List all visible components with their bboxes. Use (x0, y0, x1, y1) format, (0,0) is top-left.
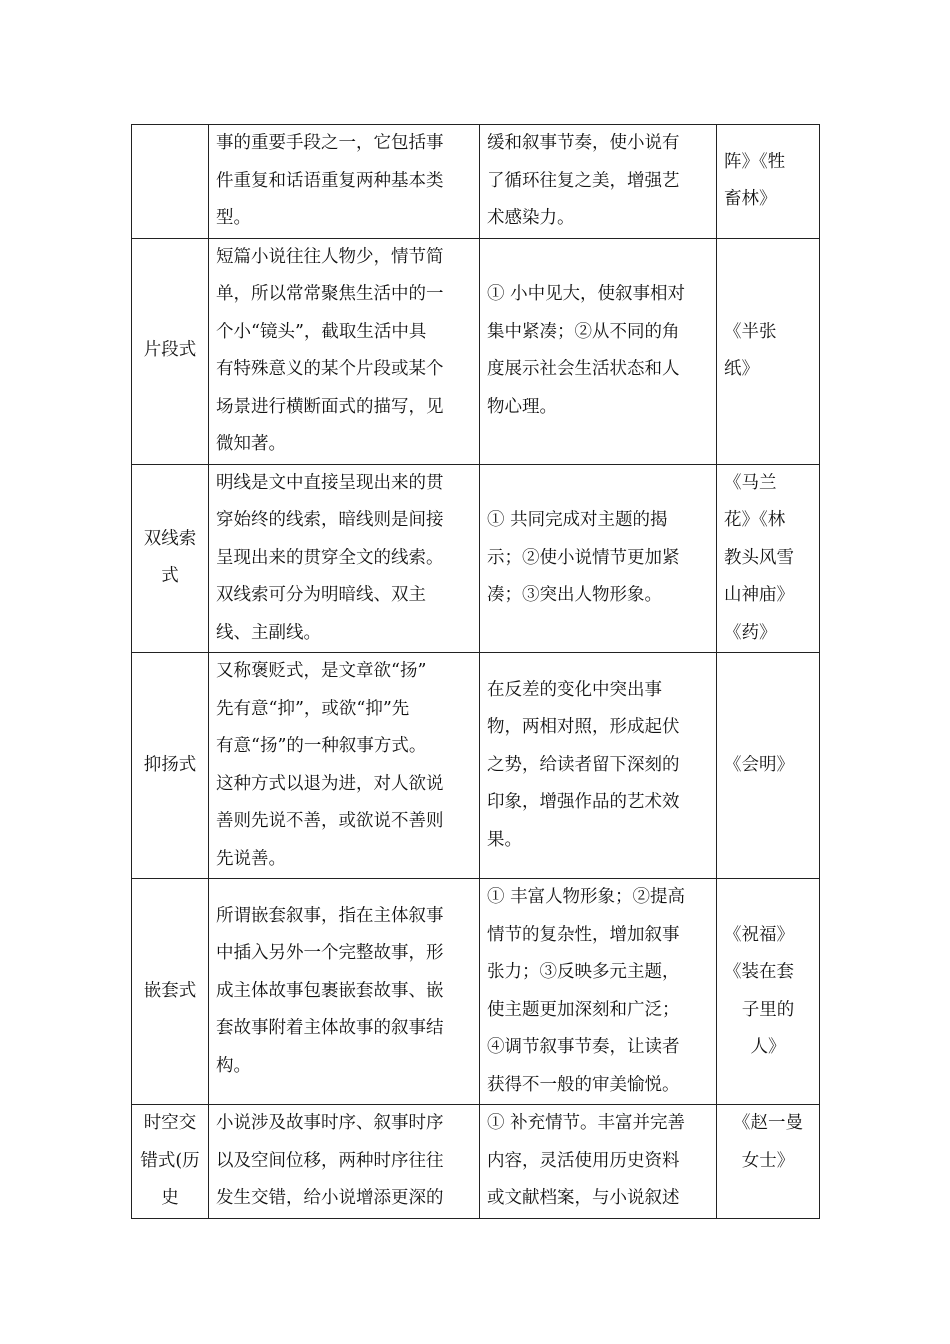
effect-line: 之势，给读者留下深刻的 (487, 754, 680, 775)
definition-line: 穿始终的线索，暗线则是间接 (216, 510, 444, 530)
effect-line: ① 共同完成对主题的揭 (487, 510, 668, 530)
table-row (132, 238, 820, 464)
effect-line: 情节的复杂性，增加叙事 (487, 924, 680, 945)
work-line: 《祝福》 (724, 924, 794, 945)
effect-line: ④调节叙事节奏，让读者 (487, 1037, 680, 1057)
work-line: 《半张 (724, 321, 777, 342)
definition-line: 先说善。 (216, 848, 286, 869)
works-cell (717, 125, 820, 239)
work-line: 山神庙》 (724, 585, 794, 605)
effect-line: 了循环往复之美，增强艺 (487, 170, 680, 191)
structure-name-cell (132, 238, 209, 464)
effect-line: ① 小中见大，使叙事相对 (487, 284, 686, 304)
effect-line: 凑；③突出人物形象。 (487, 585, 662, 605)
effect-cell (480, 125, 717, 239)
effect-line: 集中紧凑；②从不同的角 (487, 321, 680, 342)
effect-cell (480, 1105, 717, 1219)
table-row (132, 1105, 820, 1219)
effect-line: 缓和叙事节奏，使小说有 (487, 133, 680, 153)
effect-line: 获得不一般的审美愉悦。 (487, 1074, 680, 1095)
definition-line: 型。 (216, 208, 251, 228)
definition-line: 善则先说不善，或欲说不善则 (216, 811, 444, 831)
work-line: 子里的 (741, 999, 795, 1020)
definition-line: 以及空间位移，两种时序往往 (216, 1150, 444, 1171)
definition-line: 件重复和话语重复两种基本类 (216, 170, 444, 191)
work-line: 《药》 (724, 622, 777, 643)
definition-cell (209, 238, 480, 464)
definition-line: 有意“扬”的一种叙事方式。 (216, 736, 427, 756)
structure-name-cell (132, 125, 209, 239)
definition-cell (209, 879, 480, 1105)
definition-cell (209, 464, 480, 653)
definition-line: 发生交错，给小说增添更深的 (216, 1188, 444, 1208)
effect-line: 物，两相对照，形成起伏 (487, 717, 680, 738)
structure-name: 片段式 (143, 340, 197, 361)
work-line: 《装在套 (724, 962, 794, 982)
narrative-structure-table (131, 124, 820, 1219)
structure-name: 抑扬式 (143, 754, 197, 775)
structure-name: 双线索式 (143, 528, 197, 587)
structure-name-cell (132, 464, 209, 653)
work-line: 阵》《牲 (724, 151, 786, 172)
effect-cell (480, 238, 717, 464)
structure-name: 时空交错式(历史 (140, 1113, 200, 1208)
effect-line: 在反差的变化中突出事 (487, 679, 662, 700)
definition-line: 所谓嵌套叙事，指在主体叙事 (216, 905, 444, 926)
definition-line: 短篇小说往往人物少，情节简 (216, 246, 444, 267)
definition-line: 线、主副线。 (216, 622, 321, 643)
definition-line: 个小“镜头”，截取生活中具 (216, 321, 427, 342)
work-line: 花》《林 (724, 510, 786, 530)
work-line: 《会明》 (724, 754, 794, 775)
effect-cell (480, 464, 717, 653)
work-line: 教头风雪 (724, 547, 794, 568)
definition-line: 构。 (216, 1055, 251, 1076)
table-row (132, 653, 820, 879)
definition-line: 套故事附着主体故事的叙事结 (216, 1018, 444, 1039)
effect-cell (480, 879, 717, 1105)
definition-line: 又称褒贬式，是文章欲“扬” (216, 661, 427, 681)
effect-line: 度展示社会生活状态和人 (487, 359, 680, 379)
effect-line: 内容，灵活使用历史资料 (487, 1150, 680, 1171)
definition-line: 小说涉及故事时序、叙事时序 (216, 1113, 444, 1133)
definition-cell (209, 1105, 480, 1219)
works-cell (717, 653, 820, 879)
definition-line: 先有意“抑”，或欲“抑”先 (216, 698, 410, 719)
definition-line: 事的重要手段之一，它包括事 (216, 133, 444, 153)
works-cell (717, 1105, 820, 1219)
definition-line: 明线是文中直接呈现出来的贯 (216, 472, 444, 493)
effect-line: 术感染力。 (487, 208, 575, 228)
definition-line: 场景进行横断面式的描写，见 (216, 396, 444, 417)
effect-line: 或文献档案，与小说叙述 (487, 1188, 680, 1208)
work-line: 畜林》 (724, 189, 777, 210)
definition-line: 成主体故事包裹嵌套故事、嵌 (216, 980, 444, 1001)
definition-cell (209, 653, 480, 879)
structure-name-cell (132, 1105, 209, 1219)
table-row (132, 464, 820, 653)
structure-name-cell (132, 653, 209, 879)
works-cell (717, 879, 820, 1105)
table-row (132, 879, 820, 1105)
effect-line: ① 丰富人物形象；②提高 (487, 887, 686, 907)
definition-line: 中插入另外一个完整故事，形 (216, 943, 444, 964)
effect-line: ① 补充情节。丰富并完善 (487, 1113, 686, 1133)
effect-line: 物心理。 (487, 396, 557, 417)
work-line: 纸》 (724, 359, 759, 379)
definition-line: 这种方式以退为进，对人欲说 (216, 773, 444, 794)
definition-line: 单，所以常常聚焦生活中的一 (216, 284, 444, 304)
definition-line: 微知著。 (216, 434, 286, 454)
effect-line: 使主题更加深刻和广泛； (487, 999, 680, 1020)
work-line: 人》 (750, 1037, 786, 1057)
work-line: 《赵一曼 (733, 1113, 803, 1133)
structure-name: 嵌套式 (143, 980, 197, 1001)
definition-line: 双线索可分为明暗线、双主 (216, 585, 426, 605)
effect-line: 示；②使小说情节更加紧 (487, 547, 680, 568)
definition-cell (209, 125, 480, 239)
effect-line: 果。 (487, 829, 522, 850)
table-row (132, 125, 820, 239)
definition-line: 有特殊意义的某个片段或某个 (216, 359, 444, 379)
structure-name-cell (132, 879, 209, 1105)
effect-line: 张力；③反映多元主题， (487, 962, 680, 982)
effect-cell (480, 653, 717, 879)
definition-line: 呈现出来的贯穿全文的线索。 (216, 547, 444, 568)
effect-line: 印象，增强作品的艺术效 (487, 792, 680, 813)
works-cell (717, 464, 820, 653)
work-line: 女士》 (741, 1150, 795, 1171)
works-cell (717, 238, 820, 464)
work-line: 《马兰 (724, 472, 777, 493)
